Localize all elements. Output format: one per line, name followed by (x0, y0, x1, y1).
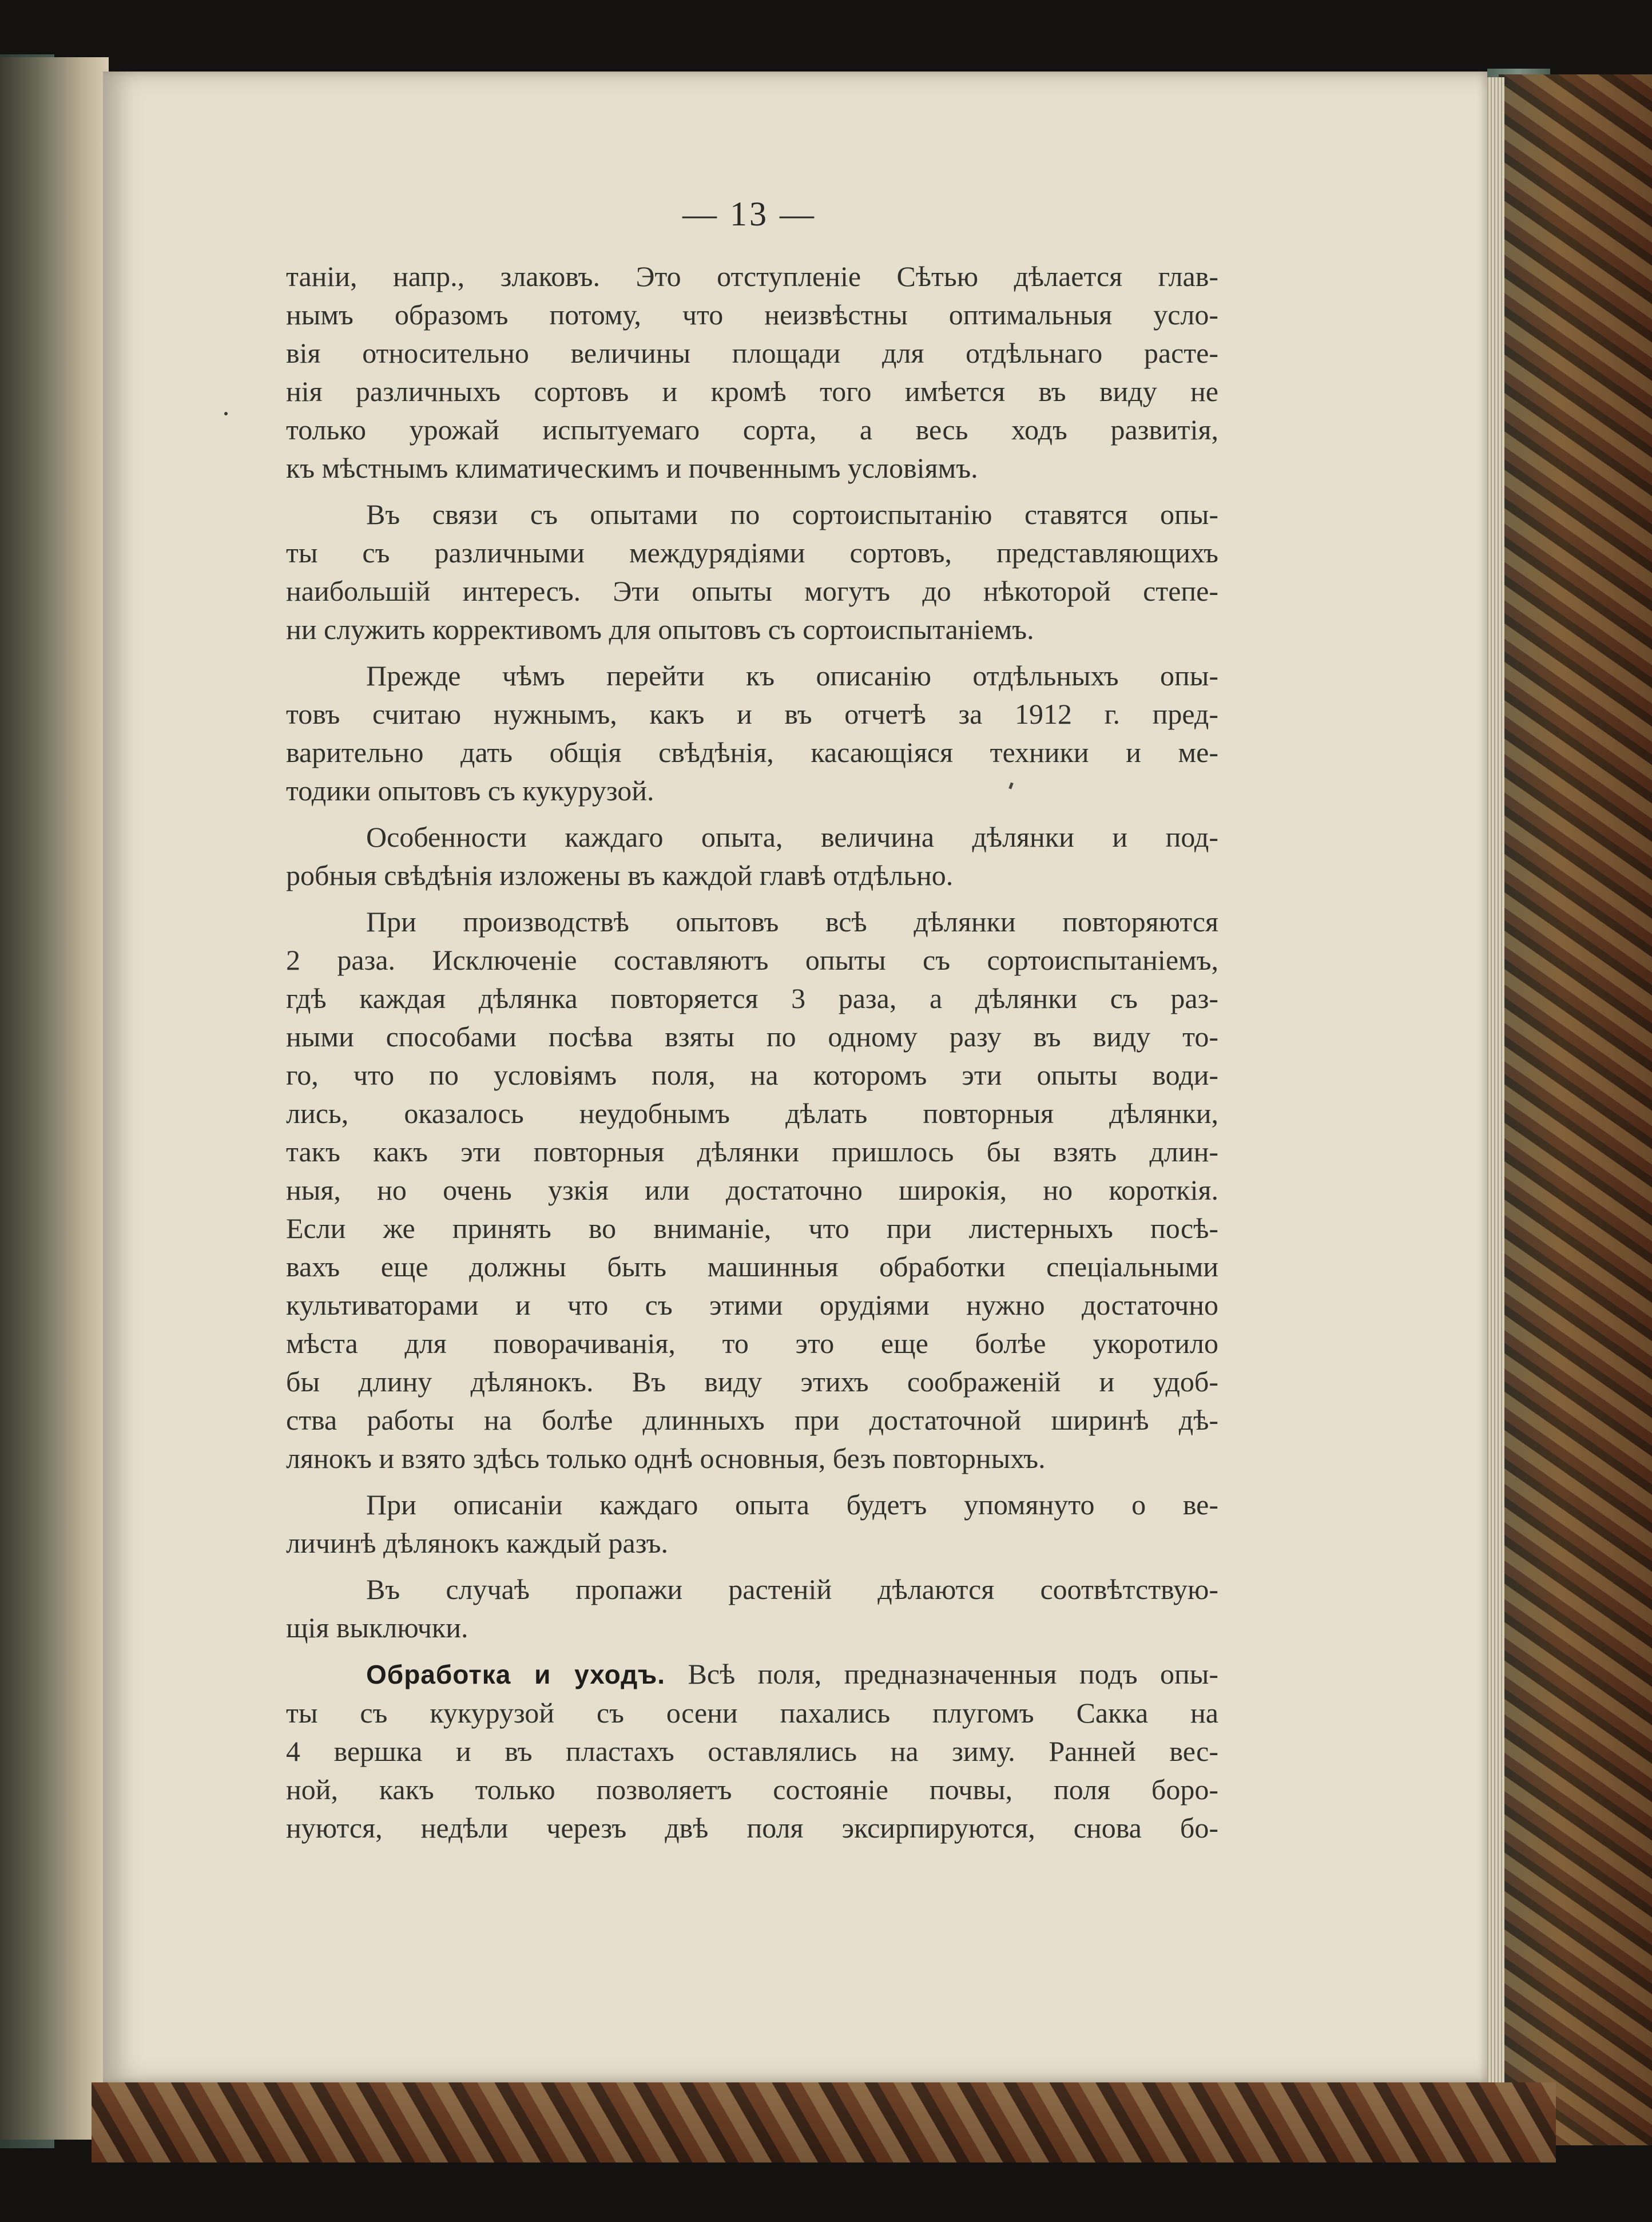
text-line: нымъ образомъ потому, что неизвѣстны оптимальныя усло- (286, 299, 1218, 331)
text-line: Если же принять во вниманіе, что при листерныхъ посѣ- (286, 1212, 1218, 1244)
text-line: къ мѣстнымъ климатическимъ и почвеннымъ условіямъ. (286, 452, 978, 484)
text-line: мѣста для поворачиванія, то это еще болѣе укоротило (286, 1327, 1218, 1359)
text-line: ной, какъ только позволяетъ состояніе почвы, поля боро- (286, 1773, 1218, 1806)
text-line: ты съ различными междурядіями сортовъ, представляющихъ (286, 537, 1218, 569)
text-line: ты съ кукурузой съ осени пахались плугомъ Сакка на (286, 1697, 1218, 1729)
text-line: только урожай испытуемаго сорта, а весь ходъ развитія, (286, 414, 1218, 446)
paragraph (286, 1486, 1218, 1562)
paragraph (286, 257, 1218, 487)
run-in-heading: Обработка и уходъ. (366, 1660, 666, 1689)
text-line: вахъ еще должны быть машинныя обработки спеціальными (286, 1251, 1218, 1283)
text-line: гдѣ каждая дѣлянка повторяется 3 раза, а дѣлянки съ раз- (286, 982, 1218, 1014)
text-line: При производствѣ опытовъ всѣ дѣлянки повторяются (366, 906, 1218, 938)
text-line: лись, оказалось неудобнымъ дѣлать повторныя дѣлянки, (286, 1097, 1218, 1129)
paragraph-gap (286, 1562, 1218, 1570)
text-line: вія относительно величины площади для отдѣльнаго расте- (286, 337, 1218, 369)
text-line: бы длину дѣлянокъ. Въ виду этихъ соображеній и удоб- (286, 1366, 1218, 1398)
text-line: товъ считаю нужнымъ, какъ и въ отчетѣ за 1912 г. пред- (286, 698, 1218, 730)
paragraph (286, 495, 1218, 649)
text-line: Прежде чѣмъ перейти къ описанію отдѣльныхъ опы- (366, 660, 1218, 692)
marbled-cover-bottom (92, 2082, 1556, 2163)
ink-speck (224, 412, 228, 415)
paragraph (286, 903, 1218, 1478)
text-line: культиваторами и что съ этими орудіями нужно достаточно (286, 1289, 1218, 1321)
paragraph-gap (286, 895, 1218, 903)
marbled-cover-right (1499, 74, 1652, 2145)
text-line: нія различныхъ сортовъ и кромѣ того имѣется въ виду не (286, 375, 1218, 407)
text-line: ни служить коррективомъ для опытовъ съ сортоиспытаніемъ. (286, 613, 1034, 645)
text-line: ства работы на болѣе длинныхъ при достаточной ширинѣ дѣ- (286, 1404, 1218, 1436)
page-body-text (286, 257, 1218, 1847)
paragraph-gap (286, 810, 1218, 818)
paragraph (286, 818, 1218, 895)
text-line: ными способами посѣва взяты по одному разу въ виду то- (286, 1021, 1218, 1053)
text-line: При описаніи каждаго опыта будетъ упомянуто о ве- (366, 1489, 1218, 1521)
text-line: варительно дать общія свѣдѣнія, касающіяся техники и ме- (286, 736, 1218, 768)
text-line: лянокъ и взято здѣсь только однѣ основныя, безъ повторныхъ. (286, 1442, 1046, 1474)
text-line: таніи, напр., злаковъ. Это отступленіе Сѣтью дѣлается глав- (286, 260, 1218, 292)
paragraph (286, 657, 1218, 810)
paragraph-gap (286, 487, 1218, 495)
text-line: робныя свѣдѣнія изложены въ каждой главѣ отдѣльно. (286, 859, 954, 891)
text-line: 4 вершка и въ пластахъ оставлялись на зиму. Ранней вес- (286, 1735, 1218, 1767)
text-line: нуются, недѣли черезъ двѣ поля эксирпируются, снова бо- (286, 1812, 1218, 1844)
text-line: ныя, но очень узкія или достаточно широкія, но короткія. (286, 1174, 1218, 1206)
text-line: 2 раза. Исключеніе составляютъ опыты съ сортоиспытаніемъ, (286, 944, 1218, 976)
paragraph-gap (286, 1478, 1218, 1486)
text-line: личинѣ дѣлянокъ каждый разъ. (286, 1527, 668, 1559)
text-line: Въ случаѣ пропажи растеній дѣлаются соотвѣтствую- (366, 1573, 1218, 1605)
text-line: наибольшій интересъ. Эти опыты могутъ до нѣкоторой степе- (286, 575, 1218, 607)
page-number: — 13 — (682, 195, 816, 233)
text-line (286, 1655, 1218, 1694)
text-line: Особенности каждаго опыта, величина дѣлянки и под- (366, 821, 1218, 853)
paragraph-treatment (286, 1655, 1218, 1847)
text-line: щія выключки. (286, 1612, 468, 1644)
text-line: такъ какъ эти повторныя дѣлянки пришлось бы взять длин- (286, 1136, 1218, 1168)
text-line: тодики опытовъ съ кукурузой. (286, 775, 654, 807)
text-line: Въ связи съ опытами по сортоиспытанію ставятся опы- (366, 498, 1218, 530)
paragraph (286, 1570, 1218, 1647)
text-line: го, что по условіямъ поля, на которомъ эти опыты води- (286, 1059, 1218, 1091)
facing-page-edge (0, 57, 109, 2140)
heading-continuation: Всѣ поля, предназначенныя подъ опы- (665, 1658, 1218, 1690)
paragraph-gap (286, 649, 1218, 657)
paragraph-gap (286, 1647, 1218, 1655)
